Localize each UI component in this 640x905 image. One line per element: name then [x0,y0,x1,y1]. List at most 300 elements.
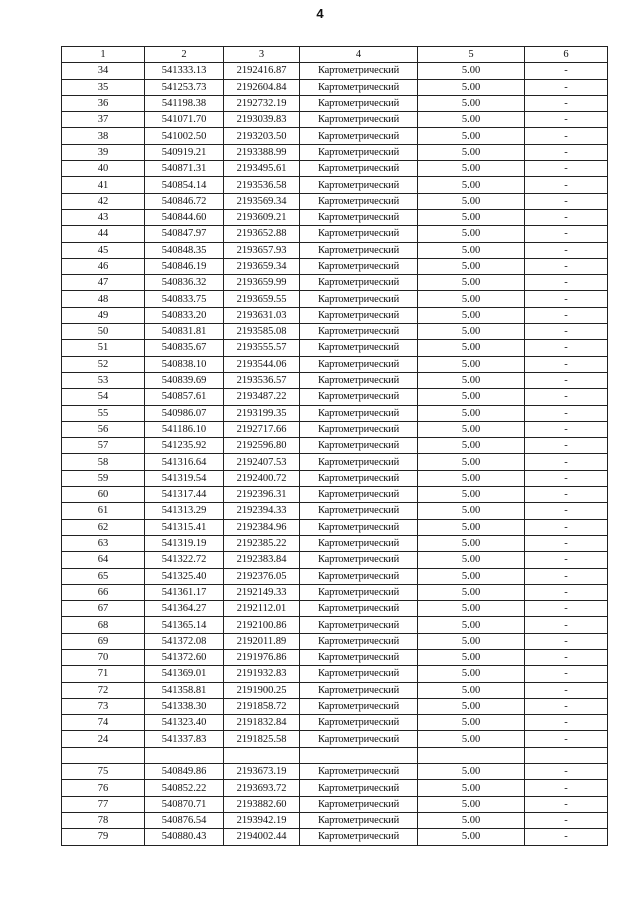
point-number-cell: 53 [62,372,145,388]
table-row [62,535,608,551]
table-row [62,829,608,845]
x-coordinate-cell: 540833.75 [145,291,224,307]
note-cell: - [525,307,608,323]
note-cell: - [525,356,608,372]
point-number-cell: 58 [62,454,145,470]
x-coordinate-cell: 540844.60 [145,209,224,225]
note-cell: - [525,715,608,731]
y-coordinate-cell: 2193609.21 [224,209,300,225]
note-cell: - [525,829,608,845]
x-coordinate-cell: 540839.69 [145,372,224,388]
table-row [62,144,608,160]
method-cell: Картометрический [300,764,418,780]
empty-cell [224,747,300,763]
x-coordinate-cell: 540846.19 [145,258,224,274]
x-coordinate-cell: 540871.31 [145,161,224,177]
accuracy-cell: 5.00 [418,584,525,600]
note-cell: - [525,258,608,274]
y-coordinate-cell: 2193659.55 [224,291,300,307]
note-cell: - [525,128,608,144]
y-coordinate-cell: 2193203.50 [224,128,300,144]
point-number-cell: 59 [62,470,145,486]
y-coordinate-cell: 2193388.99 [224,144,300,160]
note-cell: - [525,161,608,177]
accuracy-cell: 5.00 [418,356,525,372]
x-coordinate-cell: 540846.72 [145,193,224,209]
accuracy-cell: 5.00 [418,503,525,519]
y-coordinate-cell: 2192383.84 [224,552,300,568]
x-coordinate-cell: 541319.54 [145,470,224,486]
accuracy-cell: 5.00 [418,454,525,470]
point-number-cell: 49 [62,307,145,323]
accuracy-cell: 5.00 [418,340,525,356]
table-row [62,95,608,111]
note-cell: - [525,584,608,600]
note-cell: - [525,275,608,291]
accuracy-cell: 5.00 [418,275,525,291]
method-cell: Картометрический [300,128,418,144]
y-coordinate-cell: 2194002.44 [224,829,300,845]
note-cell: - [525,324,608,340]
method-cell: Картометрический [300,258,418,274]
point-number-cell: 24 [62,731,145,747]
point-number-cell: 37 [62,112,145,128]
y-coordinate-cell: 2191932.83 [224,666,300,682]
y-coordinate-cell: 2193199.35 [224,405,300,421]
accuracy-cell: 5.00 [418,796,525,812]
method-cell: Картометрический [300,79,418,95]
point-number-cell: 54 [62,389,145,405]
method-cell: Картометрический [300,226,418,242]
method-cell: Картометрический [300,144,418,160]
accuracy-cell: 5.00 [418,438,525,454]
table-row [62,128,608,144]
method-cell: Картометрический [300,649,418,665]
table-row [62,764,608,780]
coordinates-table [61,46,608,846]
x-coordinate-cell: 541198.38 [145,95,224,111]
x-coordinate-cell: 540836.32 [145,275,224,291]
method-cell: Картометрический [300,291,418,307]
x-coordinate-cell: 540854.14 [145,177,224,193]
point-number-cell: 77 [62,796,145,812]
accuracy-cell: 5.00 [418,552,525,568]
accuracy-cell: 5.00 [418,389,525,405]
method-cell: Картометрический [300,372,418,388]
table-row [62,601,608,617]
table-row [62,584,608,600]
table-row [62,421,608,437]
point-number-cell: 79 [62,829,145,845]
table-row [62,633,608,649]
y-coordinate-cell: 2193657.93 [224,242,300,258]
table-row [62,209,608,225]
y-coordinate-cell: 2193569.34 [224,193,300,209]
point-number-cell: 47 [62,275,145,291]
method-cell: Картометрический [300,796,418,812]
note-cell: - [525,568,608,584]
method-cell: Картометрический [300,340,418,356]
note-cell: - [525,242,608,258]
table-row [62,812,608,828]
y-coordinate-cell: 2191858.72 [224,698,300,714]
note-cell: - [525,633,608,649]
note-cell: - [525,291,608,307]
point-number-cell: 43 [62,209,145,225]
accuracy-cell: 5.00 [418,666,525,682]
accuracy-cell: 5.00 [418,519,525,535]
accuracy-cell: 5.00 [418,633,525,649]
point-number-cell: 74 [62,715,145,731]
table-body [62,63,608,845]
method-cell: Картометрический [300,812,418,828]
table-row [62,405,608,421]
table-row [62,617,608,633]
point-number-cell: 36 [62,95,145,111]
point-number-cell: 35 [62,79,145,95]
accuracy-cell: 5.00 [418,682,525,698]
point-number-cell: 69 [62,633,145,649]
note-cell: - [525,764,608,780]
x-coordinate-cell: 540849.86 [145,764,224,780]
accuracy-cell: 5.00 [418,63,525,79]
accuracy-cell: 5.00 [418,79,525,95]
method-cell: Картометрический [300,487,418,503]
x-coordinate-cell: 541317.44 [145,487,224,503]
note-cell: - [525,193,608,209]
table-row [62,63,608,79]
method-cell: Картометрический [300,454,418,470]
method-cell: Картометрический [300,470,418,486]
accuracy-cell: 5.00 [418,209,525,225]
table-row [62,242,608,258]
table-row [62,275,608,291]
point-number-cell: 52 [62,356,145,372]
y-coordinate-cell: 2192717.66 [224,421,300,437]
method-cell: Картометрический [300,307,418,323]
note-cell: - [525,177,608,193]
y-coordinate-cell: 2193536.58 [224,177,300,193]
point-number-cell: 67 [62,601,145,617]
method-cell: Картометрический [300,389,418,405]
note-cell: - [525,649,608,665]
accuracy-cell: 5.00 [418,128,525,144]
accuracy-cell: 5.00 [418,161,525,177]
accuracy-cell: 5.00 [418,372,525,388]
x-coordinate-cell: 541253.73 [145,79,224,95]
method-cell: Картометрический [300,780,418,796]
point-number-cell: 39 [62,144,145,160]
accuracy-cell: 5.00 [418,242,525,258]
table-row [62,796,608,812]
accuracy-cell: 5.00 [418,307,525,323]
note-cell: - [525,812,608,828]
note-cell: - [525,796,608,812]
note-cell: - [525,421,608,437]
table-row [62,307,608,323]
method-cell: Картометрический [300,617,418,633]
method-cell: Картометрический [300,666,418,682]
method-cell: Картометрический [300,698,418,714]
point-number-cell: 45 [62,242,145,258]
accuracy-cell: 5.00 [418,226,525,242]
table-row [62,487,608,503]
x-coordinate-cell: 541319.19 [145,535,224,551]
column-header-5: 5 [418,47,525,63]
accuracy-cell: 5.00 [418,617,525,633]
method-cell: Картометрический [300,682,418,698]
x-coordinate-cell: 540831.81 [145,324,224,340]
y-coordinate-cell: 2193652.88 [224,226,300,242]
point-number-cell: 61 [62,503,145,519]
accuracy-cell: 5.00 [418,258,525,274]
y-coordinate-cell: 2192384.96 [224,519,300,535]
y-coordinate-cell: 2191900.25 [224,682,300,698]
header-row [62,47,608,63]
table-row [62,519,608,535]
x-coordinate-cell: 541315.41 [145,519,224,535]
method-cell: Картометрический [300,161,418,177]
y-coordinate-cell: 2192011.89 [224,633,300,649]
point-number-cell: 38 [62,128,145,144]
x-coordinate-cell: 541333.13 [145,63,224,79]
y-coordinate-cell: 2193659.34 [224,258,300,274]
y-coordinate-cell: 2192149.33 [224,584,300,600]
table-row [62,454,608,470]
method-cell: Картометрический [300,601,418,617]
table-row [62,568,608,584]
y-coordinate-cell: 2192376.05 [224,568,300,584]
y-coordinate-cell: 2192407.53 [224,454,300,470]
y-coordinate-cell: 2192385.22 [224,535,300,551]
method-cell: Картометрический [300,112,418,128]
point-number-cell: 46 [62,258,145,274]
y-coordinate-cell: 2193544.06 [224,356,300,372]
point-number-cell: 68 [62,617,145,633]
method-cell: Картометрический [300,95,418,111]
method-cell: Картометрический [300,324,418,340]
note-cell: - [525,682,608,698]
note-cell: - [525,438,608,454]
y-coordinate-cell: 2193942.19 [224,812,300,828]
accuracy-cell: 5.00 [418,144,525,160]
x-coordinate-cell: 541372.60 [145,649,224,665]
table-header [62,47,608,63]
y-coordinate-cell: 2192596.80 [224,438,300,454]
note-cell: - [525,389,608,405]
x-coordinate-cell: 541071.70 [145,112,224,128]
table-row [62,682,608,698]
x-coordinate-cell: 540852.22 [145,780,224,796]
table-row [62,698,608,714]
note-cell: - [525,454,608,470]
y-coordinate-cell: 2193585.08 [224,324,300,340]
x-coordinate-cell: 540880.43 [145,829,224,845]
y-coordinate-cell: 2192416.87 [224,63,300,79]
x-coordinate-cell: 540833.20 [145,307,224,323]
table-row [62,372,608,388]
x-coordinate-cell: 541325.40 [145,568,224,584]
accuracy-cell: 5.00 [418,421,525,437]
x-coordinate-cell: 541002.50 [145,128,224,144]
note-cell: - [525,519,608,535]
method-cell: Картометрический [300,193,418,209]
point-number-cell: 51 [62,340,145,356]
y-coordinate-cell: 2193673.19 [224,764,300,780]
table-row [62,161,608,177]
note-cell: - [525,79,608,95]
note-cell: - [525,144,608,160]
x-coordinate-cell: 541186.10 [145,421,224,437]
point-number-cell: 76 [62,780,145,796]
note-cell: - [525,112,608,128]
method-cell: Картометрический [300,405,418,421]
method-cell: Картометрический [300,584,418,600]
column-header-6: 6 [525,47,608,63]
accuracy-cell: 5.00 [418,568,525,584]
method-cell: Картометрический [300,275,418,291]
accuracy-cell: 5.00 [418,780,525,796]
note-cell: - [525,698,608,714]
table-row [62,552,608,568]
x-coordinate-cell: 540919.21 [145,144,224,160]
x-coordinate-cell: 540870.71 [145,796,224,812]
point-number-cell: 73 [62,698,145,714]
note-cell: - [525,487,608,503]
page-number: 4 [316,6,324,21]
table-row [62,715,608,731]
method-cell: Картометрический [300,356,418,372]
empty-cell [145,747,224,763]
point-number-cell: 65 [62,568,145,584]
accuracy-cell: 5.00 [418,193,525,209]
method-cell: Картометрический [300,535,418,551]
y-coordinate-cell: 2191825.58 [224,731,300,747]
method-cell: Картометрический [300,715,418,731]
y-coordinate-cell: 2193039.83 [224,112,300,128]
x-coordinate-cell: 541364.27 [145,601,224,617]
note-cell: - [525,405,608,421]
y-coordinate-cell: 2193659.99 [224,275,300,291]
point-number-cell: 57 [62,438,145,454]
method-cell: Картометрический [300,829,418,845]
y-coordinate-cell: 2192604.84 [224,79,300,95]
note-cell: - [525,340,608,356]
x-coordinate-cell: 540835.67 [145,340,224,356]
accuracy-cell: 5.00 [418,535,525,551]
note-cell: - [525,617,608,633]
table-row [62,324,608,340]
point-number-cell: 62 [62,519,145,535]
accuracy-cell: 5.00 [418,764,525,780]
point-number-cell: 44 [62,226,145,242]
note-cell: - [525,503,608,519]
method-cell: Картометрический [300,209,418,225]
point-number-cell: 63 [62,535,145,551]
table-row [62,780,608,796]
method-cell: Картометрический [300,568,418,584]
note-cell: - [525,372,608,388]
point-number-cell: 75 [62,764,145,780]
accuracy-cell: 5.00 [418,112,525,128]
x-coordinate-cell: 541365.14 [145,617,224,633]
point-number-cell: 34 [62,63,145,79]
note-cell: - [525,666,608,682]
method-cell: Картометрический [300,503,418,519]
x-coordinate-cell: 541322.72 [145,552,224,568]
point-number-cell: 56 [62,421,145,437]
point-number-cell: 42 [62,193,145,209]
table-row [62,356,608,372]
x-coordinate-cell: 540857.61 [145,389,224,405]
note-cell: - [525,209,608,225]
y-coordinate-cell: 2192732.19 [224,95,300,111]
table-row [62,112,608,128]
table-row [62,258,608,274]
y-coordinate-cell: 2193631.03 [224,307,300,323]
note-cell: - [525,552,608,568]
point-number-cell: 71 [62,666,145,682]
point-number-cell: 78 [62,812,145,828]
y-coordinate-cell: 2192394.33 [224,503,300,519]
x-coordinate-cell: 541361.17 [145,584,224,600]
accuracy-cell: 5.00 [418,812,525,828]
point-number-cell: 48 [62,291,145,307]
table-row [62,389,608,405]
table-row [62,79,608,95]
empty-cell [418,747,525,763]
y-coordinate-cell: 2193693.72 [224,780,300,796]
point-number-cell: 40 [62,161,145,177]
point-number-cell: 70 [62,649,145,665]
contour-separator-row [62,747,608,763]
y-coordinate-cell: 2191832.84 [224,715,300,731]
table-row [62,731,608,747]
method-cell: Картометрический [300,438,418,454]
x-coordinate-cell: 541337.83 [145,731,224,747]
x-coordinate-cell: 541316.64 [145,454,224,470]
method-cell: Картометрический [300,519,418,535]
y-coordinate-cell: 2193882.60 [224,796,300,812]
empty-cell [300,747,418,763]
x-coordinate-cell: 541338.30 [145,698,224,714]
table-row [62,649,608,665]
method-cell: Картометрический [300,552,418,568]
method-cell: Картометрический [300,177,418,193]
point-number-cell: 41 [62,177,145,193]
table-row [62,177,608,193]
accuracy-cell: 5.00 [418,731,525,747]
x-coordinate-cell: 541235.92 [145,438,224,454]
note-cell: - [525,63,608,79]
method-cell: Картометрический [300,242,418,258]
accuracy-cell: 5.00 [418,649,525,665]
x-coordinate-cell: 541369.01 [145,666,224,682]
column-header-2: 2 [145,47,224,63]
y-coordinate-cell: 2193487.22 [224,389,300,405]
point-number-cell: 66 [62,584,145,600]
y-coordinate-cell: 2193536.57 [224,372,300,388]
accuracy-cell: 5.00 [418,95,525,111]
y-coordinate-cell: 2192100.86 [224,617,300,633]
empty-cell [525,747,608,763]
table-row [62,340,608,356]
note-cell: - [525,226,608,242]
point-number-cell: 64 [62,552,145,568]
accuracy-cell: 5.00 [418,470,525,486]
x-coordinate-cell: 541313.29 [145,503,224,519]
column-header-4: 4 [300,47,418,63]
